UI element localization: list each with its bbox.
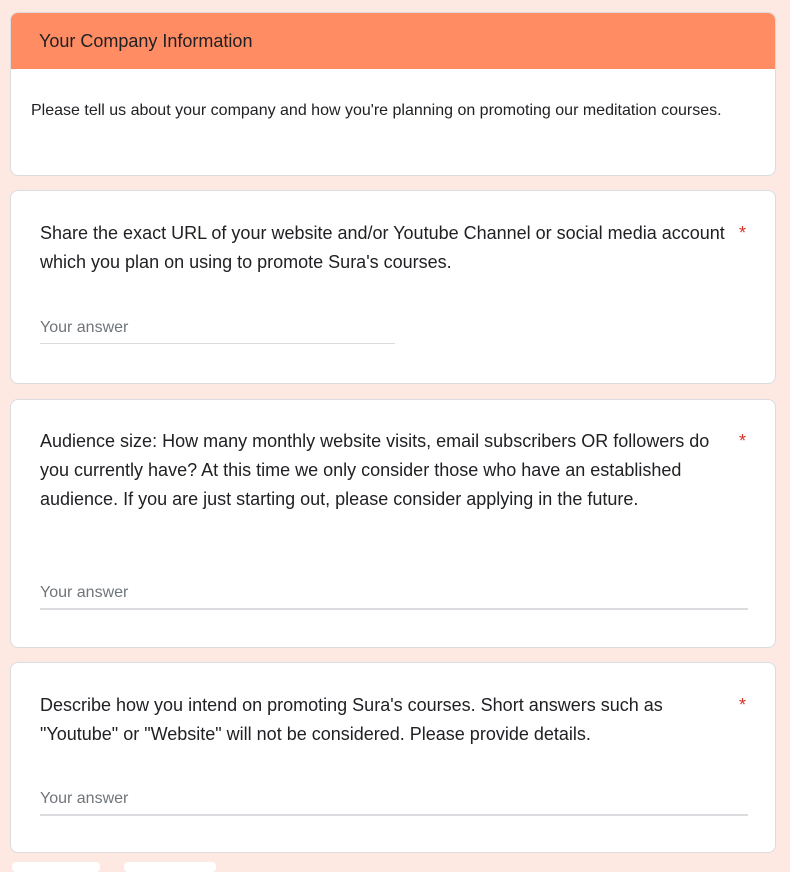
question-card-audience-size — [10, 399, 776, 648]
question-text: Share the exact URL of your website and/or Youtube Channel or social media account which you plan on using to promote Sura's courses. — [40, 223, 725, 272]
answer-input-website-url[interactable] — [40, 319, 395, 344]
section-title: Your Company Information — [39, 30, 253, 51]
required-asterisk: * — [738, 431, 746, 451]
question-text: Audience size: How many monthly website visits, email subscribers OR followers do you currently have? At this time we only consider those who have an established audience. If you are just starting out, please consider applying in the future. — [40, 431, 710, 509]
next-button-partial[interactable] — [124, 862, 216, 872]
back-button-partial[interactable] — [12, 862, 100, 872]
question-card-website-url — [10, 190, 776, 384]
section-description: Please tell us about your company and how you're planning on promoting our meditation courses. — [31, 102, 722, 119]
section-header — [11, 13, 775, 69]
answer-input-promotion-plan[interactable] — [40, 790, 748, 816]
question-text: Describe how you intend on promoting Sura's courses. Short answers such as "Youtube" or "Website" will not be considered. Please provide details. — [40, 695, 663, 744]
answer-input-audience-size[interactable] — [40, 584, 748, 610]
required-asterisk: * — [738, 695, 746, 715]
question-card-promotion-plan — [10, 662, 776, 853]
required-asterisk: * — [738, 223, 746, 243]
section-card — [10, 12, 776, 176]
